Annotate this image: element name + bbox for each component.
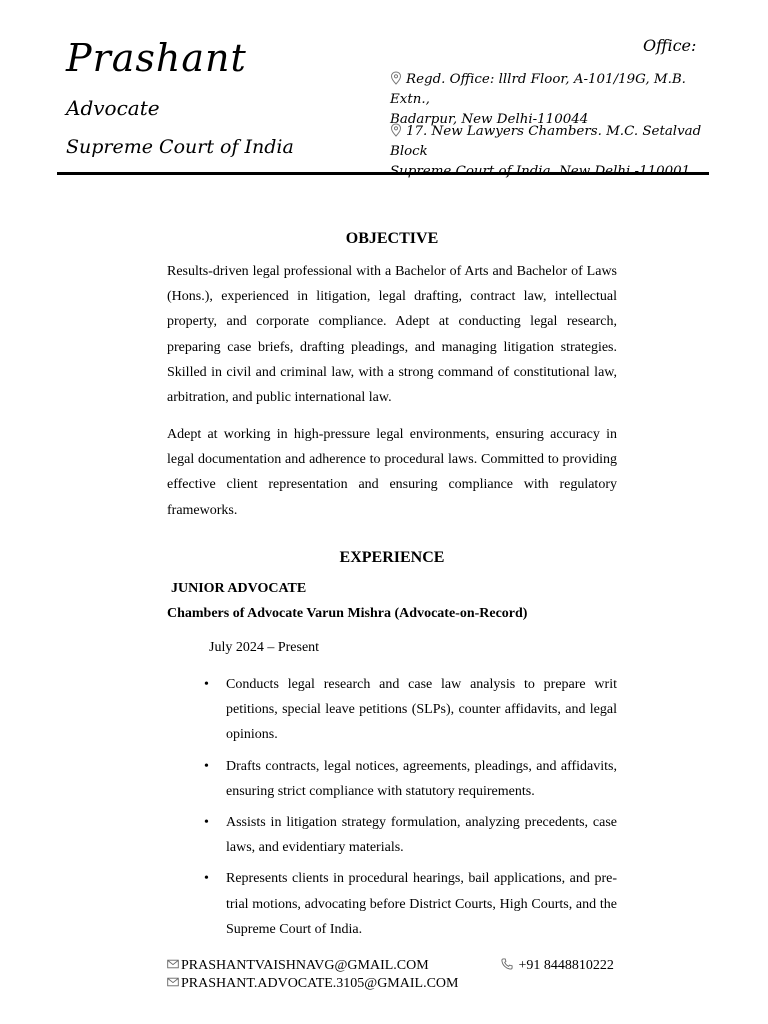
objective-paragraph-1: Results-driven legal professional with a Bachelor of Arts and Bachelor of Laws (Hons.), experienced in litigation, legal drafting, contract law, intellectual property, and corporate compliance. Adept at conducting legal research, preparing case briefs, drafting pleadings, and managing litigation strategies. Skilled in civil and criminal law, with a strong command of constitutional law, arbitration, and public international law.: [167, 264, 617, 406]
address-line: 17. New Lawyers Chambers. M.C. Setalvad Block: [390, 124, 702, 159]
employer-name: Chambers of Advocate Varun Mishra (Advocate-on-Record): [167, 606, 528, 621]
envelope-icon: [167, 958, 179, 970]
candidate-name: Prashant: [66, 36, 247, 80]
objective-paragraph-2: Adept at working in high-pressure legal environments, ensuring accuracy in legal documentation and adherence to procedural laws. Committed to providing effective client representation and ensuring compliance with regulatory frameworks.: [167, 427, 617, 518]
job-title: JUNIOR ADVOCATE: [171, 581, 307, 596]
envelope-icon: [167, 976, 179, 988]
address-line: Regd. Office: lllrd Floor, A-101/19G, M.B. Extn.,: [390, 72, 686, 107]
email-contact-1[interactable]: [167, 957, 429, 975]
employment-dates: July 2024 – Present: [209, 640, 320, 655]
phone-icon: [501, 958, 513, 970]
designation: Advocate: [66, 96, 160, 120]
phone-contact[interactable]: [501, 957, 614, 975]
email-address[interactable]: PRASHANT.ADVOCATE.3105@GMAIL.COM: [181, 976, 459, 991]
experience-heading: EXPERIENCE: [339, 549, 445, 566]
court-name: Supreme Court of India: [66, 136, 294, 158]
location-pin-icon: [390, 71, 402, 85]
location-pin-icon: [390, 123, 402, 137]
list-item: • Represents clients in procedural hearings, bail applications, and pre-trial motions, advocating before District Courts, High Courts, and the Supreme Court of India.: [226, 866, 617, 942]
list-item: • Drafts contracts, legal notices, agreements, pleadings, and affidavits, ensuring strict compliance with statutory requirements.: [226, 754, 617, 804]
address-line: Badarpur, New Delhi-110044: [390, 112, 589, 127]
list-item: • Conducts legal research and case law analysis to prepare writ petitions, special leave petitions (SLPs), counter affidavits, and legal opinions.: [226, 672, 617, 748]
office-heading: Office:: [643, 36, 697, 55]
objective-heading: OBJECTIVE: [345, 230, 439, 247]
email-contact-2[interactable]: [167, 975, 458, 993]
list-item: • Assists in litigation strategy formulation, analyzing precedents, case laws, and evidentiary materials.: [226, 810, 617, 860]
office-address-1: [390, 70, 720, 130]
responsibilities-list: [226, 672, 617, 948]
email-address[interactable]: PRASHANTVAISHNAVG@GMAIL.COM: [181, 958, 429, 973]
phone-number[interactable]: +91 8448810222: [518, 958, 614, 973]
header-divider: [57, 172, 709, 175]
